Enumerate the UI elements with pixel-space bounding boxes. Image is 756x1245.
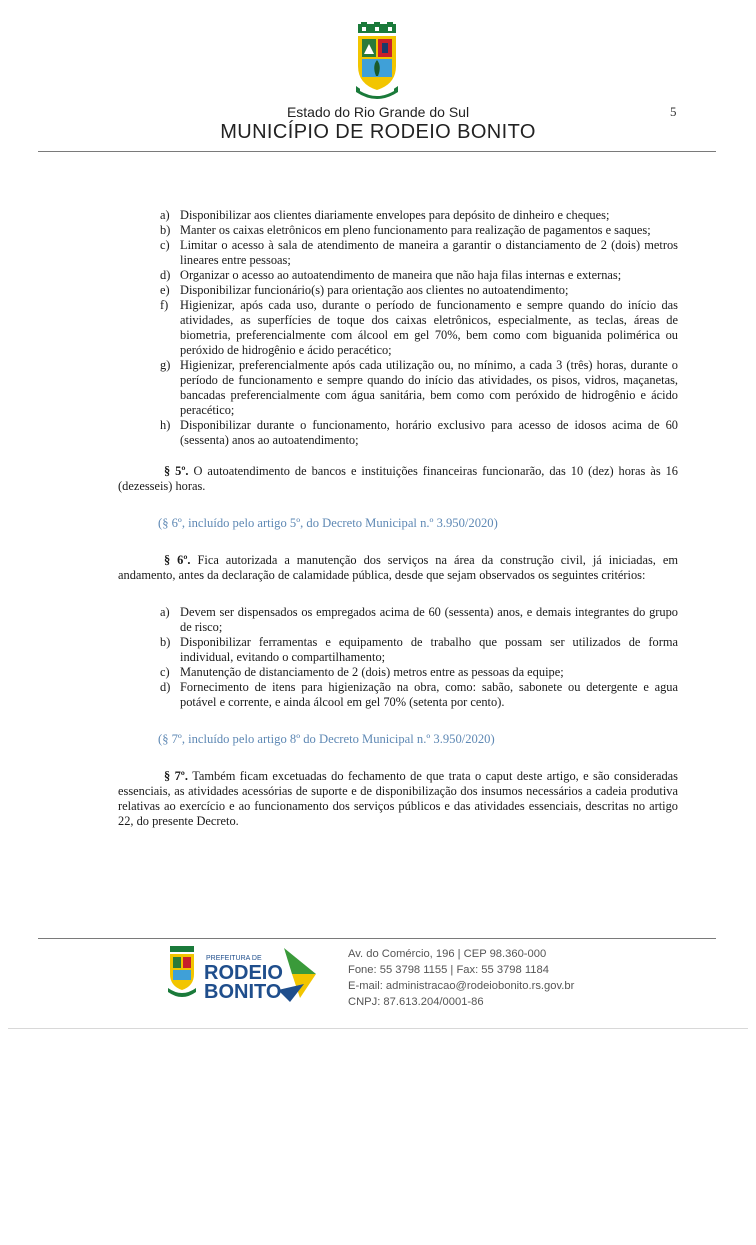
footer-divider [38,938,716,939]
list-item-text: Manutenção de distanciamento de 2 (dois) metros entre as pessoas da equipe; [180,665,564,679]
page-number: 5 [670,104,677,119]
list-item [118,238,678,268]
logo-line-rodeio: RODEIO [204,962,283,984]
bank-requirements-list [118,208,678,448]
list-item-marker: f) [160,298,169,312]
paragraph-5-label: § 5º. [164,464,189,478]
list-item [118,268,678,283]
list-item-marker: b) [160,223,171,237]
list-item [118,298,678,358]
paragraph-6 [118,553,678,583]
list-item [118,418,678,448]
list-item-marker: e) [160,283,170,297]
footer-cnpj: CNPJ: 87.613.204/0001-86 [348,996,484,1008]
list-item-marker: d) [160,268,171,282]
footer-address: Av. do Comércio, 196 | CEP 98.360-000 [348,948,547,960]
list-item [118,208,678,223]
list-item-marker: c) [160,238,170,252]
list-item [118,680,678,710]
paragraph-7-text: Também ficam excetuadas do fechamento de que trata o caput deste artigo, e são consideradas essenciais, as atividades acessórias de suporte e de disponibilização dos insumos necessários a cadeia produtiva relativas ao exercício e ao funcionamento dos serviços públicos e das atividades essenciais, descritas no artigo 22, do presente Decreto. [118,769,678,828]
list-item-text: Manter os caixas eletrônicos em pleno funcionamento para realização de pagamentos e saques; [180,223,651,237]
list-item [118,605,678,635]
list-item-text: Disponibilizar durante o funcionamento, horário exclusivo para acesso de idosos acima de 60 (sessenta) anos ao autoatendimento; [180,418,678,447]
list-item-marker: h) [160,418,171,432]
list-item-text: Higienizar, após cada uso, durante o período de funcionamento e sempre quando do início das atividades, as superfícies de toque dos caixas eletrônicos, especialmente, as teclas, áreas de biometria, preferencialmente com álcool em gel 70%, bem como com biguanida polimérica ou peróxido de hidrogênio e ácido peracético; [180,298,678,357]
paragraph-5-text: O autoatendimento de bancos e instituições financeiras funcionarão, das 10 (dez) horas às 16 (dezesseis) horas. [118,464,678,493]
list-item [118,223,678,238]
footer-crest-icon [168,946,196,997]
list-item-text: Disponibilizar ferramentas e equipamento de trabalho que possam ser utilizados de forma individual, evitando o compartilhamento; [180,635,678,664]
footer-email[interactable]: E-mail: administracao@rodeiobonito.rs.gov.br [348,980,575,992]
list-item-marker: a) [160,605,170,619]
paragraph-6-label: § 6º. [164,553,191,567]
list-item-text: Disponibilizar funcionário(s) para orientação aos clientes no autoatendimento; [180,283,569,297]
list-item-marker: g) [160,358,171,372]
paragraph-7-label: § 7º. [164,769,188,783]
list-item-marker: b) [160,635,171,649]
municipal-coat-of-arms-icon [352,22,402,102]
list-item-text: Devem ser dispensados os empregados acima de 60 (sessenta) anos, e demais integrantes do grupo de risco; [180,605,678,634]
logo-prefix: PREFEITURA DE [206,955,262,962]
footer-arrows-icon [278,948,316,1002]
list-item [118,358,678,418]
construction-criteria-list [118,605,678,710]
note-paragraph-6: (§ 6º, incluído pelo artigo 5º, do Decreto Municipal n.º 3.950/2020) [158,516,498,530]
list-item [118,283,678,298]
list-item-marker: c) [160,665,170,679]
list-item-marker: a) [160,208,170,222]
list-item-text: Disponibilizar aos clientes diariamente envelopes para depósito de dinheiro e cheques; [180,208,610,222]
list-item [118,665,678,680]
page-bottom-edge [8,1028,748,1029]
document-body [118,208,678,829]
list-item [118,635,678,665]
state-name: Estado do Rio Grande do Sul [286,104,470,120]
header-divider [38,151,716,152]
list-item-marker: d) [160,680,171,694]
footer-contact-block [348,946,574,1010]
paragraph-5 [118,464,678,494]
list-item-text: Higienizar, preferencialmente após cada utilização ou, no mínimo, a cada 3 (três) horas, durante o período de funcionamento e sempre quando do início das atividades, os pisos, vidros, maçanetas, bancadas preferencialmente com água sanitária, bem como com peróxido de hidrogênio e ácido peracético; [180,358,678,417]
list-item-text: Fornecimento de itens para higienização na obra, como: sabão, sabonete ou detergente e agua potável e corrente, e ainda álcool em gel 70% (setenta por cento). [180,680,678,709]
paragraph-7 [118,769,678,829]
paragraph-6-text: Fica autorizada a manutenção dos serviços na área da construção civil, já iniciadas, em andamento, antes da declaração de calamidade pública, desde que sejam observados os seguintes critérios: [118,553,678,582]
list-item-text: Organizar o acesso ao autoatendimento de maneira que não haja filas internas e externas; [180,268,622,282]
municipality-name: MUNICÍPIO DE RODEIO BONITO [220,121,536,143]
note-paragraph-7: (§ 7º, incluído pelo artigo 8º do Decreto Municipal n.º 3.950/2020) [158,732,495,746]
list-item-text: Limitar o acesso à sala de atendimento de maneira a garantir o distanciamento de 2 (dois) metros lineares entre pessoas; [180,238,678,267]
logo-line-bonito: BONITO [204,981,282,1003]
footer-phone: Fone: 55 3798 1155 | Fax: 55 3798 1184 [348,964,549,976]
prefeitura-logo-icon [166,944,326,1004]
